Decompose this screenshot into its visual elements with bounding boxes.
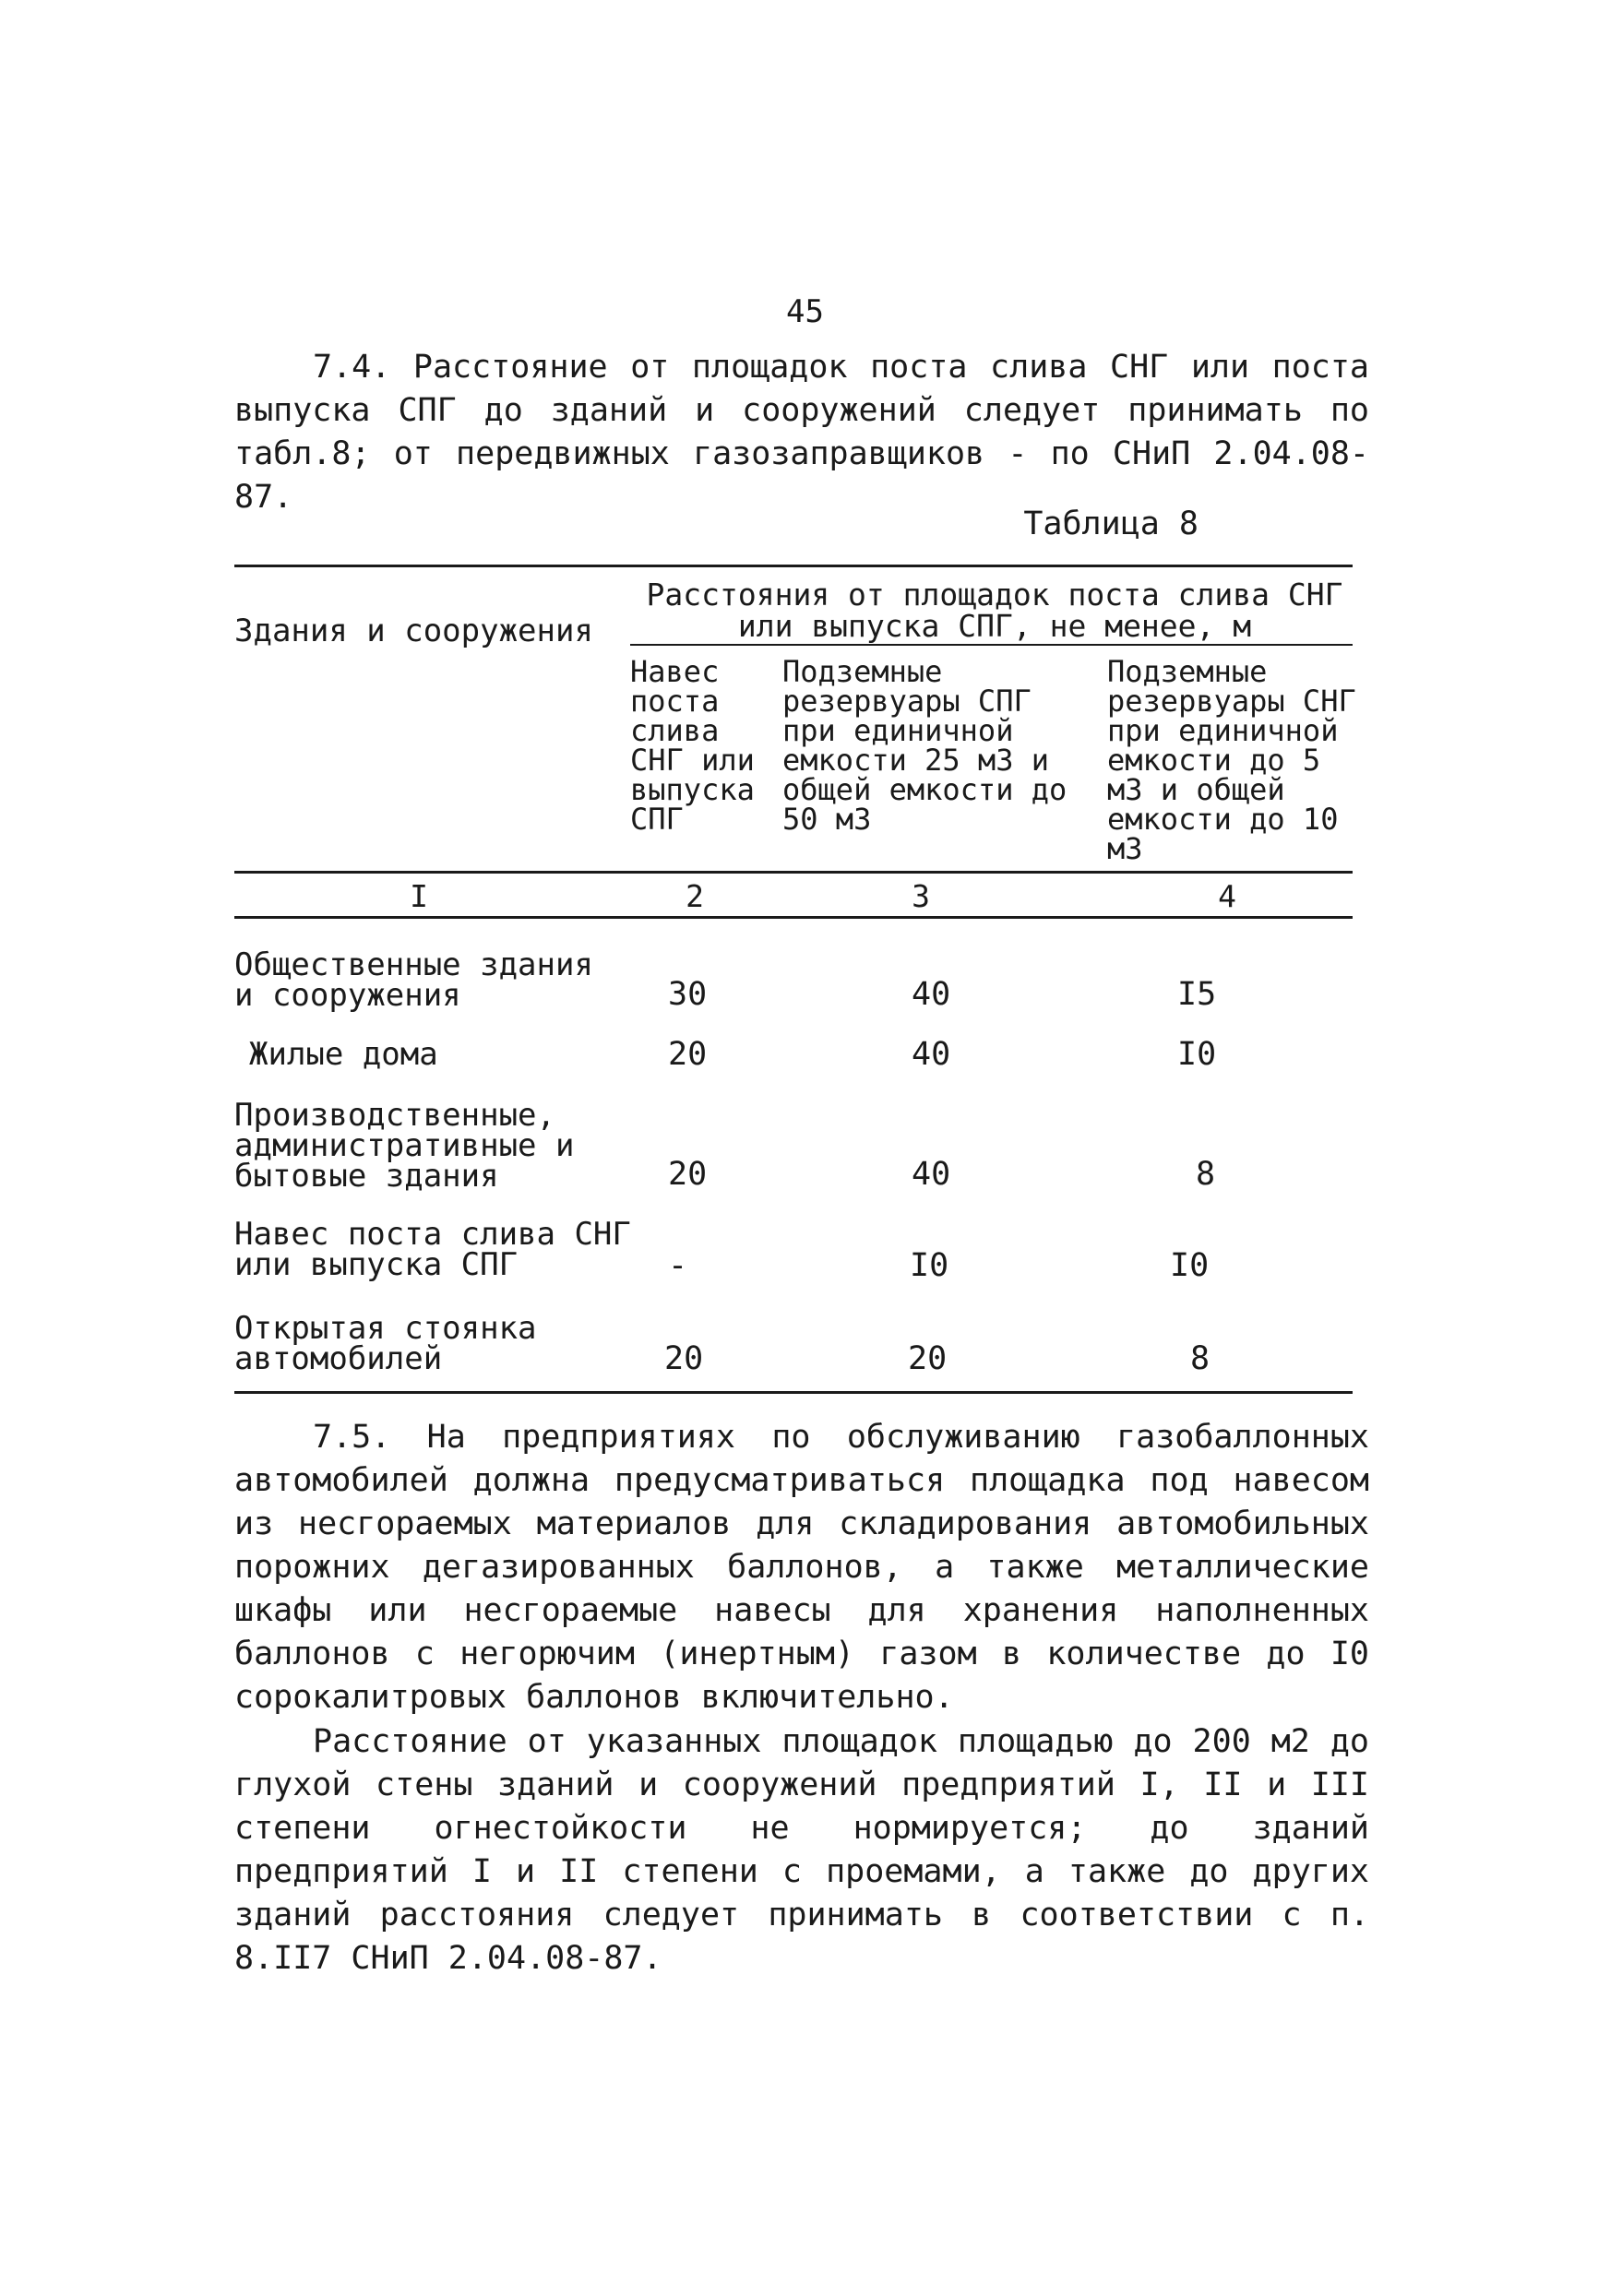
paragraph-7-5-continued-text: Расстояние от указанных площадок площадью до 200 м2 до глухой стены зданий и сооружений предприятий I, II и III степени огнестойкости не нормируется; до зданий предприятий I и II степени с проемами, а также до других зданий расстояния следует принимать в соответствии с п. 8.II7 СНиП 2.04.08-87.	[234, 1723, 1369, 1977]
table-cell: 40	[912, 1036, 951, 1073]
table-cell: 20	[668, 1036, 708, 1073]
table-cell: I0	[1177, 1036, 1217, 1073]
table-row-name: Навес поста слива СНГ или выпуска СПГ	[234, 1216, 631, 1283]
header-bottom-rule	[234, 871, 1353, 874]
table-cell: I0	[1170, 1247, 1210, 1284]
colnum-3: 3	[912, 878, 930, 914]
table-cell: 40	[912, 1156, 951, 1193]
table-top-rule	[234, 565, 1353, 567]
table-cell: 8	[1190, 1340, 1210, 1377]
paragraph-7-4	[234, 346, 1369, 519]
group-header-rule	[630, 644, 1353, 646]
table-bottom-rule	[234, 1391, 1353, 1394]
table-cell: I5	[1177, 976, 1217, 1013]
subheader-col2: Навес поста слива СНГ или выпуска СПГ	[630, 654, 755, 837]
table-cell: 40	[912, 976, 951, 1013]
table-row-name: Открытая стоянка автомобилей	[234, 1310, 537, 1377]
table-cell: 20	[664, 1340, 704, 1377]
paragraph-7-4-text: 7.4. Расстояние от площадок поста слива СНГ или поста выпуска СПГ до зданий и сооружений следует принимать по табл.8; от передвижных газозаправщиков - по СНиП 2.04.08-87.	[234, 349, 1369, 516]
subheader-col4: Подземные резервуары СНГ при единичной емкости до 5 м3 и общей емкости до 10 м3	[1107, 654, 1356, 866]
table-cell: 8	[1196, 1156, 1216, 1193]
table-row-name: Жилые дома	[249, 1036, 438, 1073]
subheader-col3: Подземные резервуары СПГ при единичной емкости 25 м3 и общей емкости до 50 м3	[782, 654, 1067, 837]
paragraph-7-5	[234, 1416, 1369, 1719]
paragraph-7-5-text: 7.5. На предприятиях по обслуживанию газобаллонных автомобилей должна предусматриваться площадка под навесом из несгораемых материалов для складирования автомобильных порожних дегазированных баллонов, а также металлические шкафы или несгораемые навесы для хранения наполненных баллонов с негорючим (инертным) газом в количестве до I0 сорокалитровых баллонов включительно.	[234, 1419, 1369, 1716]
table-cell: -	[668, 1247, 688, 1284]
colnum-2: 2	[686, 878, 704, 914]
group-header: Расстояния от площадок поста слива СНГ или выпуска СПГ, не менее, м	[646, 577, 1343, 644]
table-cell: I0	[910, 1247, 949, 1284]
col1-header: Здания и сооружения	[234, 613, 593, 649]
paragraph-7-5-continued	[234, 1720, 1369, 1981]
colnum-rule	[234, 916, 1353, 919]
colnum-4: 4	[1218, 878, 1236, 914]
table-caption: Таблица 8	[1023, 506, 1199, 542]
table-cell: 20	[668, 1156, 708, 1193]
table-row-name: Производственные, административные и бытовые здания	[234, 1097, 575, 1195]
colnum-1: I	[410, 878, 428, 914]
table-cell: 30	[668, 976, 708, 1013]
table-cell: 20	[908, 1340, 948, 1377]
table-row-name: Общественные здания и сооружения	[234, 946, 593, 1014]
page-number: 45	[786, 293, 824, 330]
